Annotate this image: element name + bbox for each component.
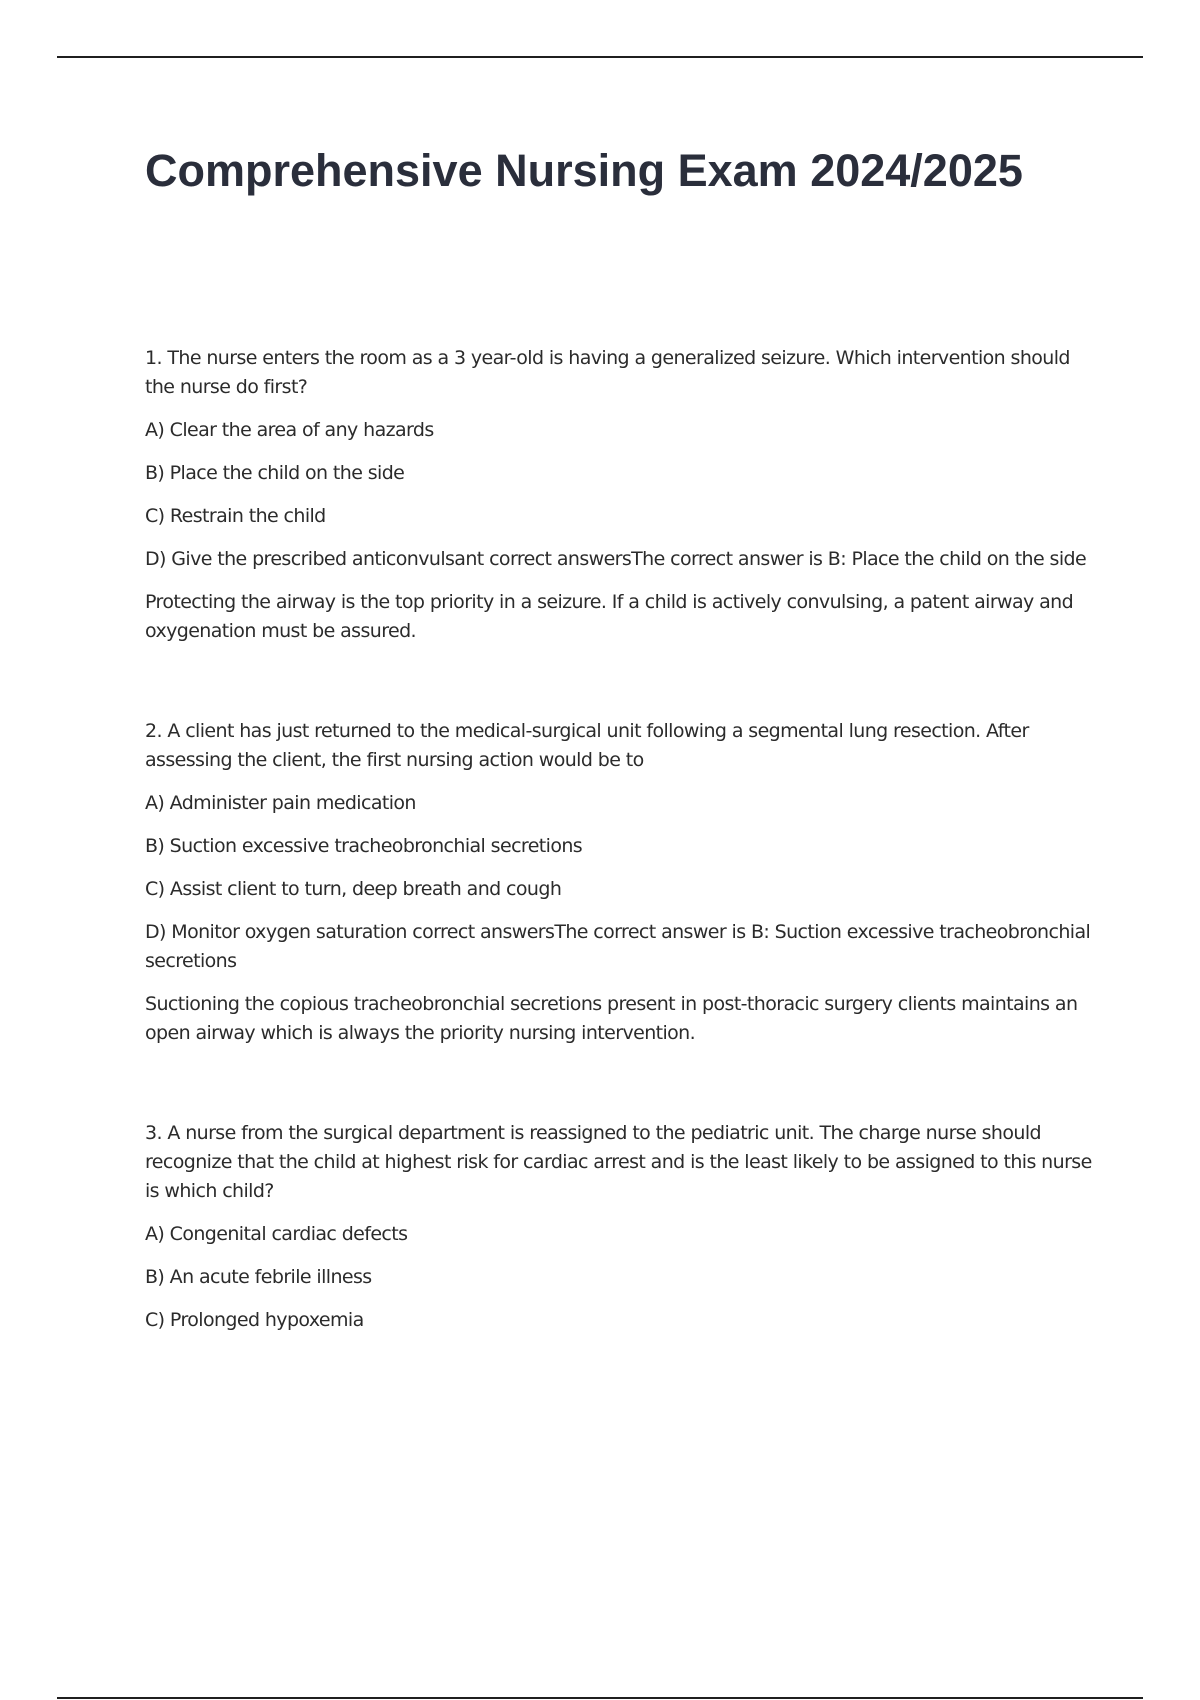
answer-option: B) Place the child on the side bbox=[145, 462, 405, 484]
question-stem: 3. A nurse from the surgical department is reassigned to the pediatric unit. The charge nurse should recognize that the child at highest risk for cardiac arrest and is the least likely to be assigned to this nurse is which child? bbox=[145, 1122, 1092, 1202]
question-stem: 2. A client has just returned to the medical-surgical unit following a segmental lung resection. After assessing the client, the first nursing action would be to bbox=[145, 720, 1029, 771]
rationale: Suctioning the copious tracheobronchial secretions present in post-thoracic surgery clients maintains an open airway which is always the priority nursing intervention. bbox=[145, 993, 1078, 1044]
bottom-rule bbox=[57, 1697, 1143, 1699]
answer-option: D) Monitor oxygen saturation correct answersThe correct answer is B: Suction excessive tracheobronchial secretions bbox=[145, 921, 1091, 972]
document-body bbox=[145, 344, 1095, 1406]
answer-option: D) Give the prescribed anticonvulsant correct answersThe correct answer is B: Place the child on the side bbox=[145, 548, 1087, 570]
question-3 bbox=[145, 1119, 1095, 1335]
answer-option: C) Assist client to turn, deep breath and cough bbox=[145, 878, 562, 900]
question-1 bbox=[145, 344, 1095, 646]
question-2 bbox=[145, 717, 1095, 1048]
answer-option: B) An acute febrile illness bbox=[145, 1266, 372, 1288]
answer-option: A) Clear the area of any hazards bbox=[145, 419, 434, 441]
document-title: Comprehensive Nursing Exam 2024/2025 bbox=[145, 145, 1023, 196]
answer-option: B) Suction excessive tracheobronchial secretions bbox=[145, 835, 583, 857]
top-rule bbox=[57, 56, 1143, 58]
answer-option: A) Congenital cardiac defects bbox=[145, 1223, 408, 1245]
answer-option: C) Prolonged hypoxemia bbox=[145, 1309, 364, 1331]
answer-option: C) Restrain the child bbox=[145, 505, 326, 527]
rationale: Protecting the airway is the top priority in a seizure. If a child is actively convulsing, a patent airway and oxygenation must be assured. bbox=[145, 591, 1074, 642]
question-stem: 1. The nurse enters the room as a 3 year-old is having a generalized seizure. Which intervention should the nurse do first? bbox=[145, 347, 1070, 398]
answer-option: A) Administer pain medication bbox=[145, 792, 416, 814]
